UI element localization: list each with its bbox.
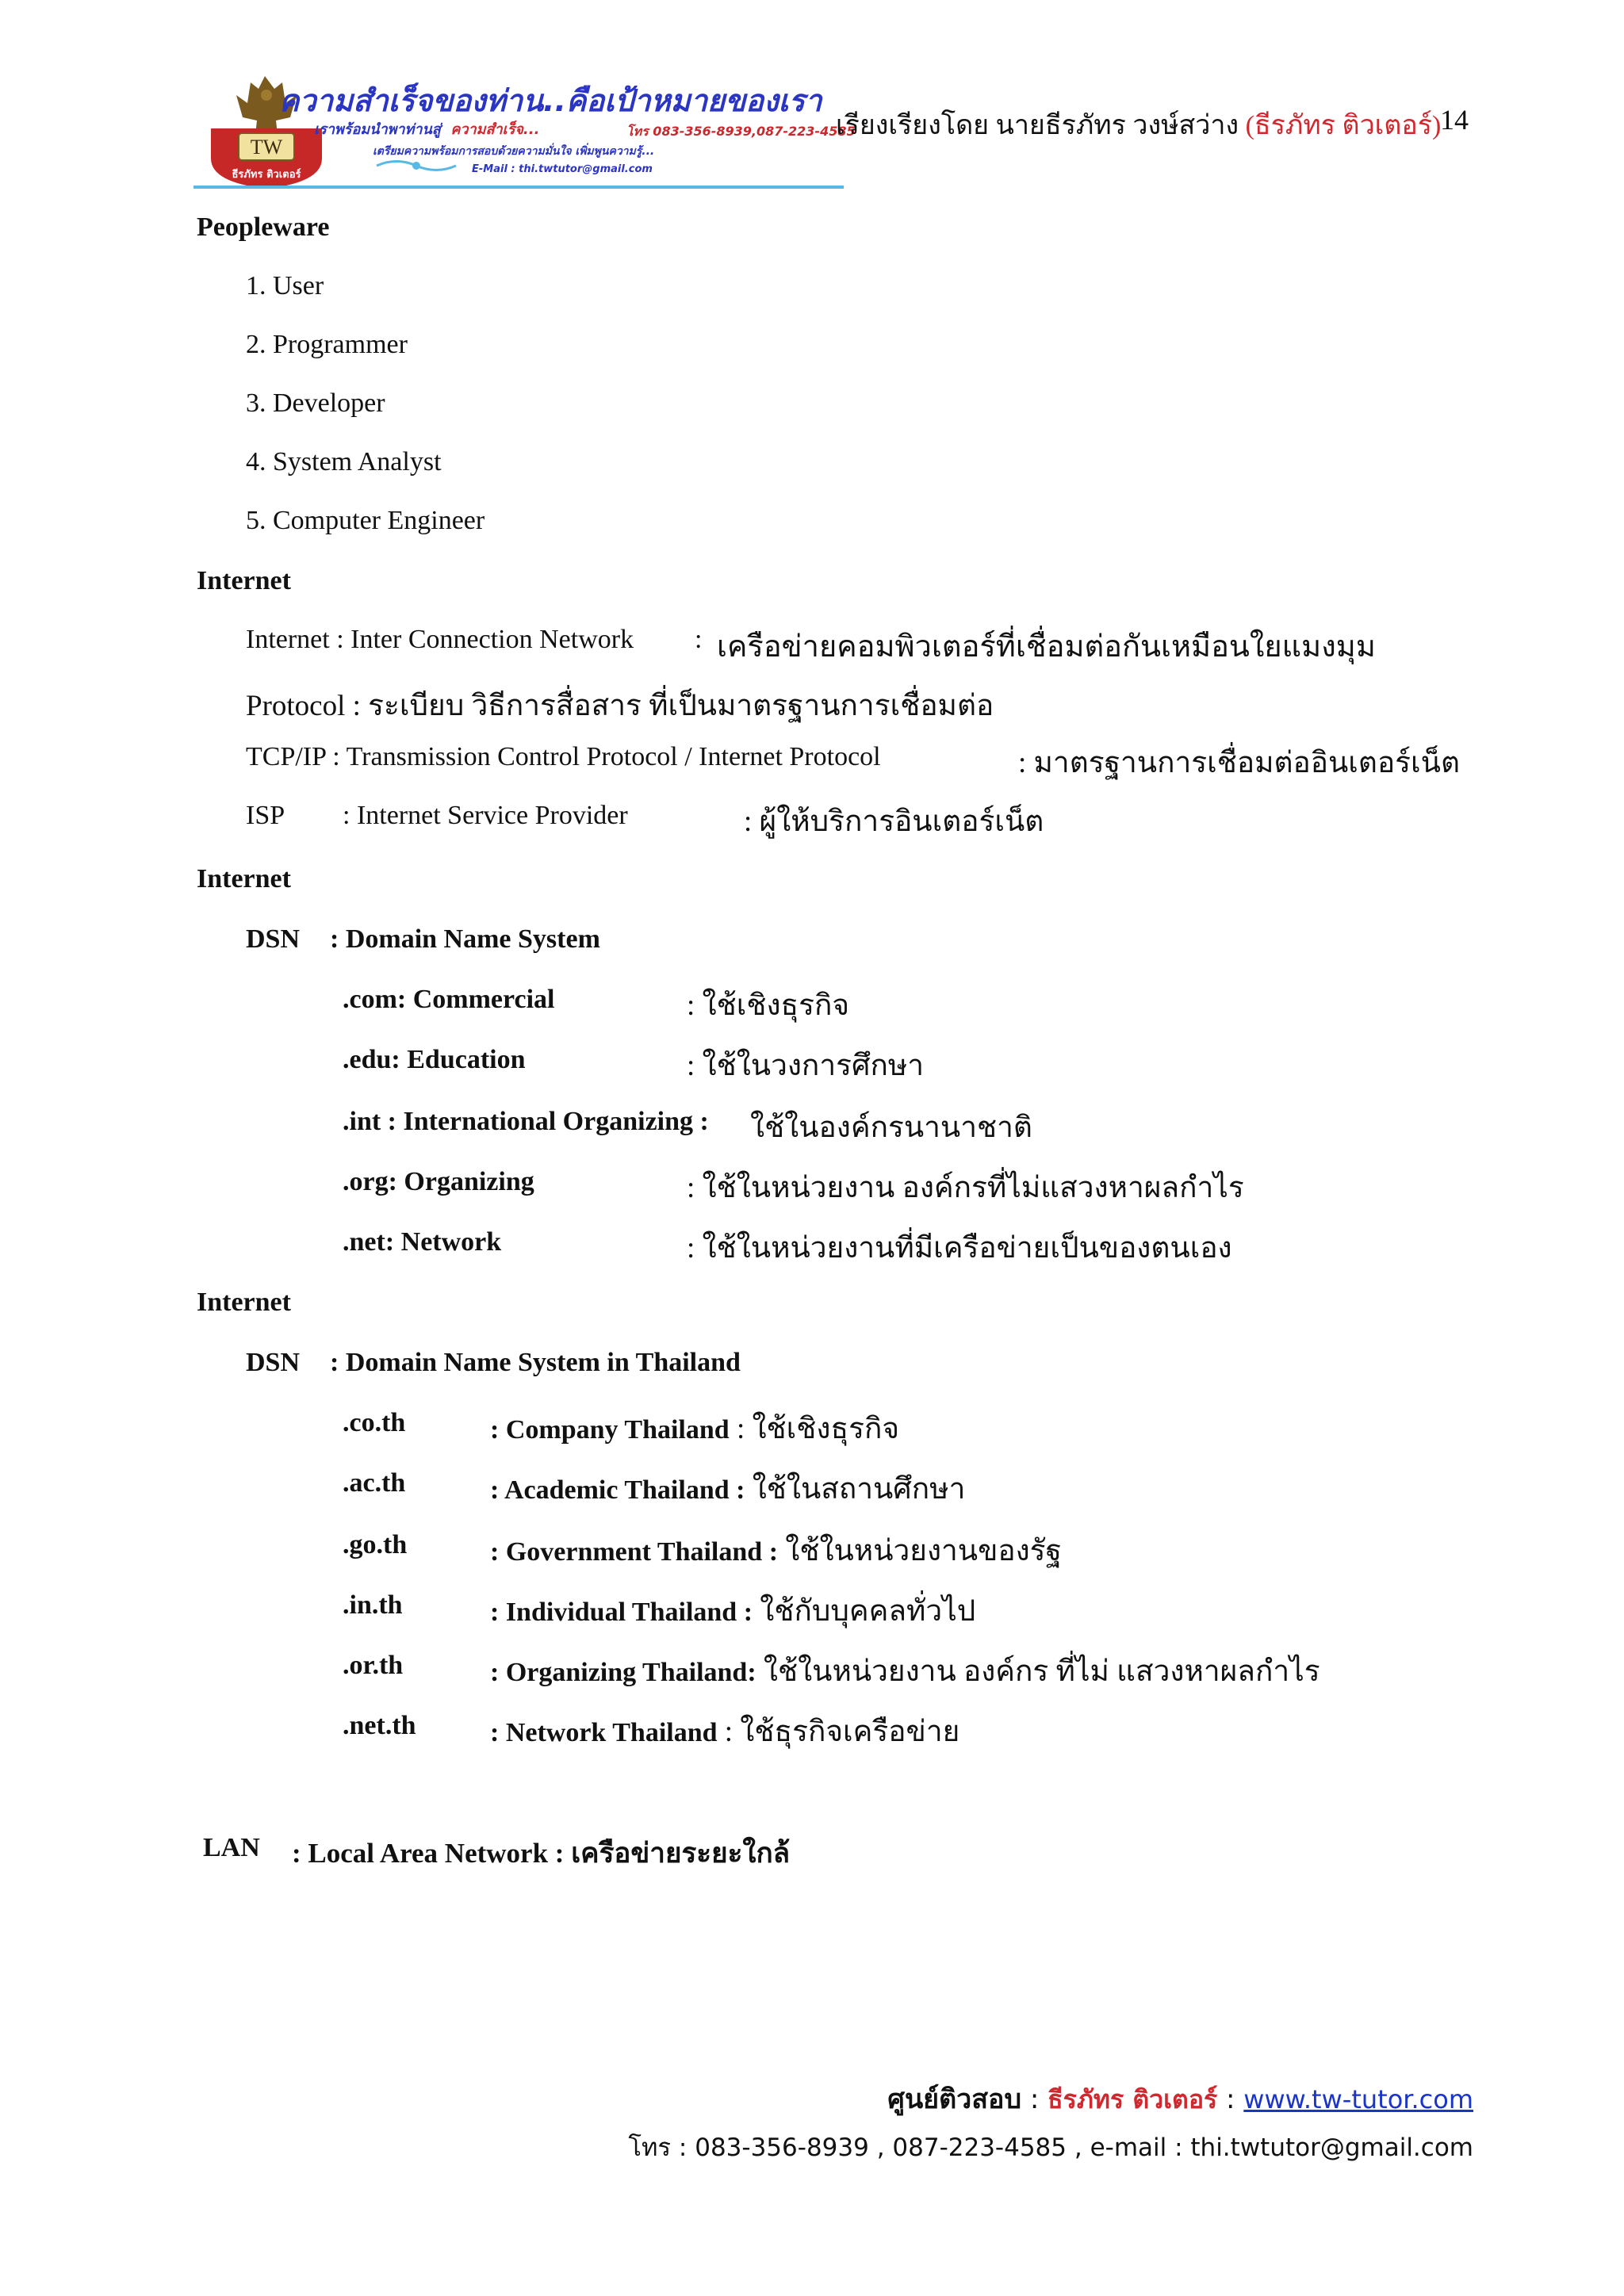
domain-row (490, 1587, 975, 1634)
section-heading-peopleware: Peopleware (197, 212, 330, 242)
domain-row (490, 1527, 1062, 1574)
domain-name: : Network Thailand (490, 1718, 718, 1747)
domain-desc: : ใช้ในหน่วยงานที่มีเครือข่ายเป็นของตนเอง (687, 1232, 1232, 1265)
dns-title: : Domain Name System (330, 924, 600, 954)
domain-entry: .com: Commercial (343, 985, 555, 1014)
domain-name: : Individual Thailand : (490, 1598, 753, 1627)
footer-tutor-name: ธีรภัทร ติวเตอร์ (1048, 2084, 1218, 2114)
footer-sep: : (1021, 2084, 1048, 2115)
domain-entry: .net.th (343, 1711, 416, 1740)
footer-center-line (887, 2077, 1473, 2120)
lan-text: : Local Area Network : เครือข่ายระยะใกล้ (292, 1838, 791, 1869)
domain-desc: ใช้ในหน่วยงานของรัฐ (778, 1535, 1062, 1567)
header-email: E-Mail : thi.twtutor@gmail.com (472, 163, 653, 175)
term-internet: Internet : Inter Connection Network (246, 625, 634, 654)
footer-contact: โทร : 083-356-8939 , 087-223-4585 , e-mail : thi.twtutor@gmail.com (628, 2133, 1473, 2162)
term-desc: : ผู้ให้บริการอินเตอร์เน็ต (744, 806, 1044, 838)
term-desc: : มาตรฐานการเชื่อมต่ออินเตอร์เน็ต (1018, 747, 1461, 779)
header-phone: โทร 083-356-8939,087-223-4585 (626, 124, 856, 139)
domain-name: : Government Thailand : (490, 1537, 779, 1567)
logo-banner: ธีรภัทร ติวเตอร์ (232, 169, 301, 181)
term-desc: เครือข่ายคอมพิวเตอร์ที่เชื่อมต่อกันเหมือนใยแมงมุม (717, 630, 1376, 664)
footer-website-link[interactable]: www.tw-tutor.com (1243, 2084, 1473, 2114)
domain-row (490, 1405, 899, 1452)
dns-label: DSN (246, 924, 301, 954)
list-item: 1. User (246, 271, 324, 300)
section-heading-internet: Internet (197, 864, 291, 894)
header-slogan: ความสำเร็จของท่าน..คือเป้าหมายของเรา (279, 83, 822, 118)
list-item: 3. Developer (246, 388, 385, 418)
domain-desc: ใช้ในองค์กรนานาชาติ (750, 1112, 1032, 1144)
list-item: 4. System Analyst (246, 447, 442, 476)
domain-entry: .edu: Education (343, 1045, 526, 1074)
domain-entry: .go.th (343, 1530, 408, 1559)
ornament-icon (373, 157, 460, 174)
domain-entry: .ac.th (343, 1468, 406, 1498)
domain-row (490, 1647, 1320, 1694)
dns-label: DSN (246, 1348, 301, 1377)
domain-entry: .org: Organizing (343, 1167, 534, 1196)
domain-entry: .int : International Organizing : (343, 1107, 709, 1136)
author-alias: (ธีรภัทร ติวเตอร์) (1245, 111, 1442, 140)
header-slogan-sub (314, 117, 539, 140)
domain-desc: : ใช้ในวงการศึกษา (687, 1050, 925, 1082)
domain-name: : Academic Thailand : (490, 1475, 745, 1505)
slogan-sub-a: เราพร้อมนำพาท่านสู่ (314, 121, 441, 138)
domain-row (490, 1465, 965, 1512)
footer-sep: : (1217, 2084, 1244, 2115)
header-rule (193, 186, 844, 189)
domain-desc: : ใช้ธุรกิจเครือข่าย (717, 1716, 960, 1748)
domain-desc: ใช้กับบุคคลทั่วไป (753, 1595, 976, 1628)
domain-name: : Organizing Thailand: (490, 1658, 756, 1687)
domain-entry: .co.th (343, 1408, 406, 1437)
logo-monogram: TW (250, 136, 283, 159)
domain-desc: : ใช้เชิงธุรกิจ (729, 1413, 900, 1445)
page-number: 14 (1440, 104, 1469, 136)
author-name: เรียงเรียงโดย นายธีรภัทร วงษ์สว่าง (836, 111, 1239, 140)
footer-center-name: ศูนย์ติวสอบ (887, 2084, 1022, 2115)
domain-desc: ใช้ในหน่วยงาน องค์กร ที่ไม่ แสวงหาผลกำไร (756, 1655, 1320, 1688)
domain-desc: : ใช้เชิงธุรกิจ (687, 989, 850, 1022)
domain-desc: : ใช้ในหน่วยงาน องค์กรที่ไม่แสวงหาผลกำไร (687, 1172, 1244, 1204)
list-item: 5. Computer Engineer (246, 506, 485, 535)
section-heading-internet: Internet (197, 566, 291, 595)
term-isp: ISP (246, 801, 285, 830)
domain-row (490, 1708, 959, 1755)
slogan-sub-b: ความสำเร็จ... (450, 121, 540, 138)
term-protocol: Protocol : ระเบียบ วิธีการสื่อสาร ที่เป็นมาตรฐานการเชื่อมต่อ (246, 690, 994, 722)
list-item: 2. Programmer (246, 330, 408, 359)
domain-entry: .in.th (343, 1590, 403, 1620)
section-heading-internet: Internet (197, 1288, 291, 1317)
term-tcpip: TCP/IP : Transmission Control Protocol / Internet Protocol (246, 742, 881, 771)
domain-desc: ใช้ในสถานศึกษา (745, 1473, 966, 1506)
domain-entry: .or.th (343, 1651, 404, 1680)
header-author (836, 103, 1441, 146)
lan-label: LAN (203, 1833, 260, 1862)
term-sep: : (695, 625, 703, 654)
domain-name: : Company Thailand (490, 1415, 730, 1445)
domain-entry: .net: Network (343, 1227, 502, 1257)
header-slogan-sub2: เตรียมความพร้อมการสอบด้วยความมั่นใจ เพิ่มพูนความรู้... (373, 145, 655, 158)
dns-title: : Domain Name System in Thailand (330, 1348, 741, 1377)
term-isp-full: : Internet Service Provider (343, 801, 628, 830)
